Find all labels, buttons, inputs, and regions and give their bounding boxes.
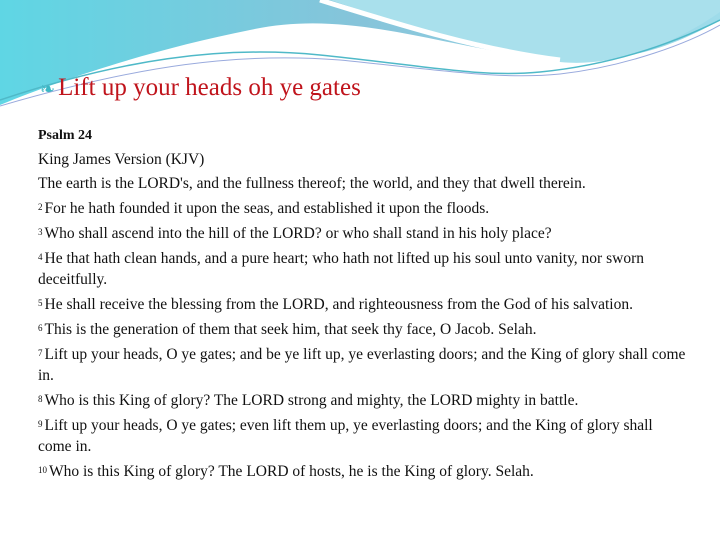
bullet-icon: ❧ [40, 79, 56, 99]
verse-2: $^2$ For he hath founded it upon the seas, and established it upon the floods. [38, 200, 490, 217]
verse-6: $^6$ This is the generation of them that seek him, that seek thy face, O Jacob. Selah. [38, 321, 537, 338]
psalm-heading: Psalm 24 [38, 128, 93, 143]
verse-4: $^4$ He that hath clean hands, and a pure heart; who hath not lifted up his soul unto vanity, nor sworn deceitfully. [38, 250, 644, 288]
verse-5: $^5$ He shall receive the blessing from the LORD, and righteousness from the God of his salvation. [38, 296, 633, 313]
verse-1: The earth is the LORD's, and the fullness thereof; the world, and they that dwell therein. [38, 175, 586, 192]
slide-title [40, 74, 361, 102]
verse-3: $^3$ Who shall ascend into the hill of the LORD? or who shall stand in his holy place? [38, 225, 552, 242]
title-text: Lift up your heads oh ye gates [58, 74, 361, 101]
verse-7: $^7$ Lift up your heads, O ye gates; and be ye lift up, ye everlasting doors; and the King of glory shall come in. [38, 346, 686, 384]
verse-10: $^{10}$ Who is this King of glory? The LORD of hosts, he is the King of glory. Selah. [38, 463, 534, 480]
verse-9: $^9$ Lift up your heads, O ye gates; even lift them up, ye everlasting doors; and the King of glory shall come in. [38, 417, 653, 455]
verse-8: $^8$ Who is this King of glory? The LORD strong and mighty, the LORD mighty in battle. [38, 392, 579, 409]
version-label: King James Version (KJV) [38, 151, 205, 168]
scripture-body [38, 125, 688, 485]
